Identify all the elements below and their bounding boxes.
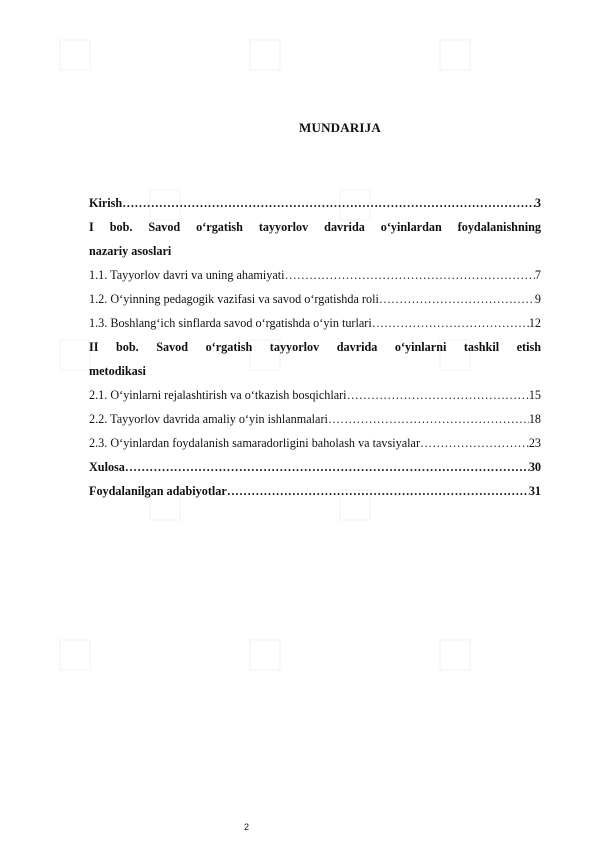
table-of-contents <box>89 191 541 503</box>
toc-label: 1.1. Tayyorlov davri va uning ahamiyati <box>89 268 285 282</box>
toc-entry-1-2[interactable] <box>89 287 541 311</box>
toc-leader <box>122 191 535 215</box>
toc-leader <box>285 263 535 287</box>
page-number: 2 <box>244 822 250 832</box>
toc-leader <box>420 431 529 455</box>
toc-leader <box>328 407 529 431</box>
toc-leader <box>125 455 529 479</box>
toc-leader <box>227 479 529 503</box>
toc-entry-1-1[interactable] <box>89 263 541 287</box>
toc-entry-1-3[interactable] <box>89 311 541 335</box>
toc-page-number: 31 <box>528 484 541 498</box>
toc-label: 1.3. Boshlang‘ich sinflarda savod o‘rgatishda o‘yin turlari <box>89 316 372 330</box>
toc-page-number: 9 <box>534 292 541 306</box>
toc-entry-intro[interactable] <box>89 191 541 215</box>
toc-leader <box>379 287 535 311</box>
toc-page-number: 23 <box>528 436 541 450</box>
toc-page-number: 30 <box>528 460 541 474</box>
toc-label: Foydalanilgan adabiyotlar <box>89 484 227 498</box>
chapter-1-heading-tail[interactable]: nazariy asoslari <box>89 244 172 258</box>
toc-page-number: 18 <box>528 412 541 426</box>
toc-label: 2.3. O‘yinlardan foydalanish samaradorligini baholash va tavsiyalar <box>89 436 420 450</box>
toc-page-number: 3 <box>534 196 541 210</box>
toc-page-number: 12 <box>528 316 541 330</box>
toc-entry-2-3[interactable] <box>89 431 541 455</box>
toc-entry-references[interactable] <box>89 479 541 503</box>
toc-entry-2-2[interactable] <box>89 407 541 431</box>
toc-label: Xulosa <box>89 460 125 474</box>
toc-leader <box>372 311 529 335</box>
toc-label: 1.2. O‘yinning pedagogik vazifasi va savod o‘rgatishda roli <box>89 292 379 306</box>
chapter-1-heading[interactable]: I bob. Savod o‘rgatish tayyorlov davrida o‘yinlardan foydalanishning <box>89 220 541 234</box>
toc-entry-conclusion[interactable] <box>89 455 541 479</box>
toc-page-number: 15 <box>528 388 541 402</box>
toc-page-number: 7 <box>534 268 541 282</box>
page-title: MUNDARIJA <box>299 120 381 135</box>
chapter-2-heading-tail[interactable]: metodikasi <box>89 364 146 378</box>
toc-label: Kirish <box>89 196 123 210</box>
toc-label: 2.2. Tayyorlov davrida amaliy o‘yin ishlanmalari <box>89 412 328 426</box>
toc-leader <box>347 383 529 407</box>
toc-entry-2-1[interactable] <box>89 383 541 407</box>
chapter-2-heading[interactable]: II bob. Savod o‘rgatish tayyorlov davrida o‘yinlarni tashkil etish <box>89 340 541 354</box>
toc-label: 2.1. O‘yinlarni rejalashtirish va o‘tkazish bosqichlari <box>89 388 347 402</box>
